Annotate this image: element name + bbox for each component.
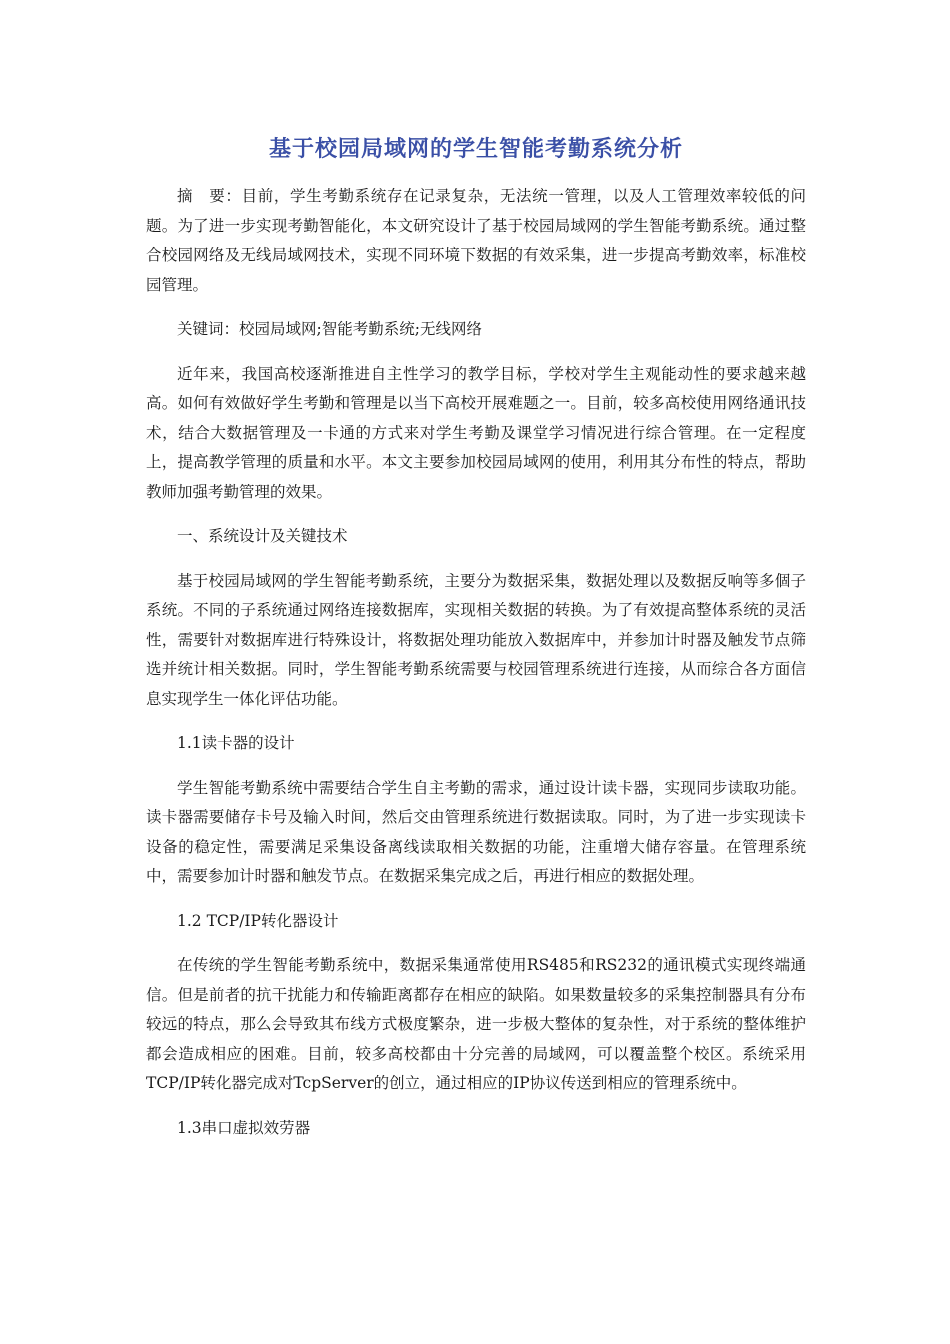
intro-paragraph: 近年来，我国高校逐渐推进自主性学习的教学目标，学校对学生主观能动性的要求越来越高。如何有效做好学生考勤和管理是以当下高校开展难题之一。目前，较多高校使用网络通讯技术，结合大数据管理及一卡通的方式来对学生考勤及课堂学习情况进行综合管理。在一定程度上，提高教学管理的质量和水平。本文主要参加校园局域网的使用，利用其分布性的特点，帮助教师加强考勤管理的效果。: [146, 364, 806, 501]
abstract-paragraph: 摘 要：目前，学生考勤系统存在记录复杂，无法统一管理，以及人工管理效率较低的问题。为了进一步实现考勤智能化，本文研究设计了基于校园局域网的学生智能考勤系统。通过整合校园网络及无线局域网技术，实现不同环境下数据的有效采集，进一步提高考勤效率，标准校园管理。: [146, 187, 806, 294]
subsection-heading-1-2: 1.2 TCP/IP转化器设计: [177, 911, 339, 930]
subsection-heading-1-1: 1.1读卡器的设计: [177, 734, 295, 752]
subsection-heading-1-3: 1.3串口虚拟效劳器: [177, 1118, 311, 1137]
section-heading-1: 一、系统设计及关键技术: [177, 527, 348, 545]
paper-title: 基于校园局域网的学生智能考勤系统分析: [268, 137, 683, 162]
subsection-1-1-paragraph: 学生智能考勤系统中需要结合学生自主考勤的需求，通过设计读卡器，实现同步读取功能。读卡器需要储存卡号及输入时间，然后交由管理系统进行数据读取。同时，为了进一步实现读卡设备的稳定性，需要满足采集设备离线读取相关数据的功能，注重增大储存容量。在管理系统中，需要参加计时器和触发节点。在数据采集完成之后，再进行相应的数据处理。: [146, 778, 806, 885]
subsection-1-2-paragraph: 在传统的学生智能考勤系统中，数据采集通常使用RS485和RS232的通讯模式实现终端通信。但是前者的抗干扰能力和传输距离都存在相应的缺陷。如果数量较多的采集控制器具有分布较远的特点，那么会导致其布线方式极度繁杂，进一步极大整体的复杂性，对于系统的整体维护都会造成相应的困难。目前，较多高校都由十分完善的局域网，可以覆盖整个校区。系统采用TCP/IP转化器完成对TcpServer的创立，通过相应的IP协议传送到相应的管理系统中。: [146, 956, 806, 1092]
keywords-line: 关键词：校园局域网;智能考勤系统;无线网络: [177, 320, 482, 338]
section-1-paragraph: 基于校园局域网的学生智能考勤系统，主要分为数据采集，数据处理以及数据反响等多個子系统。不同的子系统通过网络连接数据库，实现相关数据的转换。为了有效提高整体系统的灵活性，需要针对数据库进行特殊设计，将数据处理功能放入数据库中，并参加计时器及触发节点筛选并统计相关数据。同时，学生智能考勤系统需要与校园管理系统进行连接，从而综合各方面信息实现学生一体化评估功能。: [146, 571, 806, 708]
paper-body: [146, 182, 806, 1158]
